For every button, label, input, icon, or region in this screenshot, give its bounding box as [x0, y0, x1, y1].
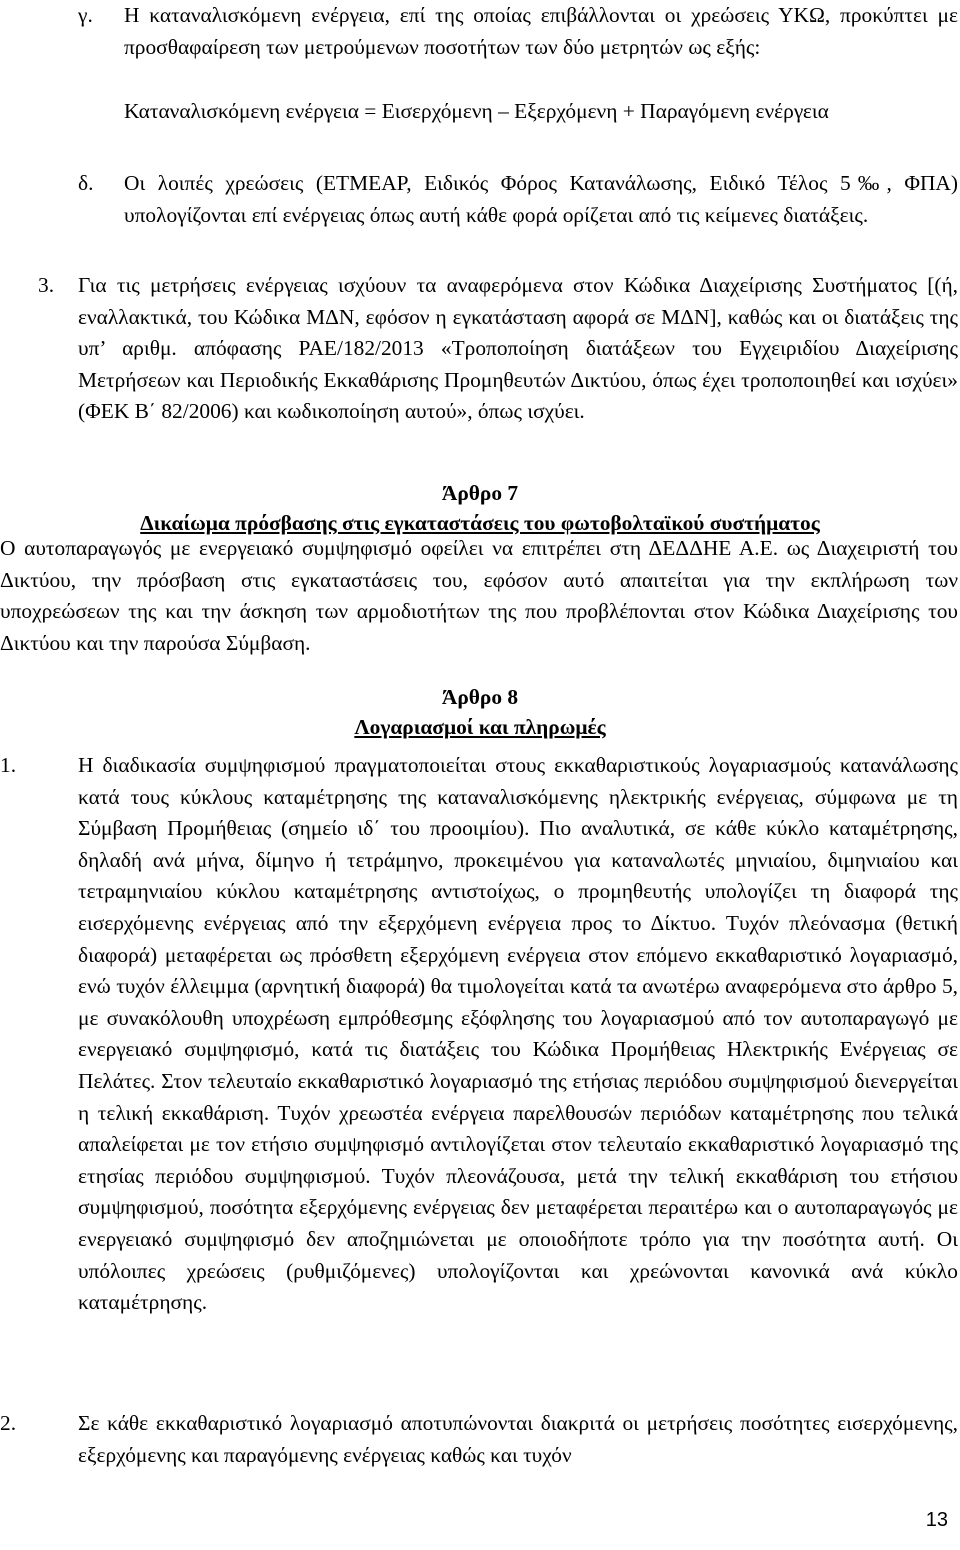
list-marker-delta: δ.: [78, 171, 94, 195]
article-7-number: Άρθρο 7: [441, 481, 519, 505]
list-marker-2: 2.: [0, 1411, 17, 1435]
article-8-number: Άρθρο 8: [441, 685, 519, 709]
item-3-text: Για τις μετρήσεις ενέργειας ισχύουν τα αναφερόμενα στον Κώδικα Διαχείρισης Συστήματος [(ή, εναλλακτικά, του Κώδικα ΜΔΝ, εφόσον η εγκατάσταση αφορά σε ΜΔΝ], καθώς και οι διατάξεις της υπ’ αριθμ. απόφασης ΡΑΕ/182/2013 «Τροποποίηση διατάξεων του Εγχειριδίου Διαχείρισης Μετρήσεων και Περιοδικής Εκκαθάρισης Προμηθευτών Δικτύου, όπως έχει τροποποιηθεί και ισχύει» (ΦΕΚ Β΄ 82/2006) και κωδικοποίηση αυτού», όπως ισχύει.: [78, 273, 958, 424]
list-marker-1: 1.: [0, 753, 17, 777]
article-8-item-1-text: Η διαδικασία συμψηφισμού πραγματοποιείται στους εκκαθαριστικούς λογαριασμούς κατανάλωσης κατά τους κύκλους καταμέτρησης της καταναλισκόμενης ηλεκτρικής ενέργειας, σύμφωνα με τη Σύμβαση Προμήθειας (σημείο ιδ΄ του προοιμίου). Πιο αναλυτικά, σε κάθε κύκλο καταμέτρησης, δηλαδή ανά μήνα, δίμηνο ή τετράμηνο, προκειμένου για καταναλωτές μηνιαίου, διμηνιαίου και τετραμηνιαίου κύκλου καταμέτρησης αντιστοίχως, ο προμηθευτής υπολογίζει τη διαφορά της εισερχόμενης ενέργειας από την εξερχόμενη ενέργεια προς το Δίκτυο. Τυχόν πλεόνασμα (θετική διαφορά) μεταφέρεται ως πρόσθετη εξερχόμενη ενέργεια στον επόμενο εκκαθαριστικό λογαριασμό, ενώ τυχόν έλλειμμα (αρνητική διαφορά) θα τιμολογείται κατά τα ανωτέρω αναφερόμενα στο άρθρο 5, με συνακόλουθη υποχρέωση εμπρόθεσμης εξόφλησης του λογαριασμού από τον αυτοπαραγωγό με ενεργειακό συμψηφισμό, κατά τις διατάξεις του Κώδικα Προμήθειας Ηλεκτρικής Ενέργειας σε Πελάτες. Στον τελευταίο εκκαθαριστικό λογαριασμό της ετήσιας περιόδου συμψηφισμού διενεργείται η τελική εκκαθάριση. Τυχόν χρεωστέα ενέργεια παρελθουσών περιόδων καταμέτρησης που τελικά απαλείφεται με τον ετήσιο συμψηφισμό αντιλογίζεται στον τελευταίο εκκαθαριστικό λογαριασμό της ετησίας περιόδου συμψηφισμού. Τυχόν πλεονάζουσα, μετά την τελική εκκαθάριση του ετήσιου συμψηφισμού, ποσότητα εξερχόμενης ενέργειας δεν μεταφέρεται περαιτέρω και ο αυτοπαραγωγός με ενεργειακό συμψηφισμό δεν αποζημιώνεται με οποιοδήποτε τρόπο για την ποσότητα αυτή. Οι υπόλοιπες χρεώσεις (ρυθμιζόμενες) υπολογίζονται και χρεώνονται κανονικά ανά κύκλο καταμέτρησης.: [78, 753, 958, 1315]
consumption-formula: Καταναλισκόμενη ενέργεια = Εισερχόμενη – Εξερχόμενη + Παραγόμενη ενέργεια: [124, 99, 829, 123]
item-delta-text: Οι λοιπές χρεώσεις (ΕΤΜΕΑΡ, Ειδικός Φόρος Κατανάλωσης, Ειδικό Τέλος 5‰, ΦΠΑ) υπολογίζονται επί ενέργειας όπως αυτή κάθε φορά ορίζεται από τις κείμενες διατάξεις.: [124, 171, 958, 227]
item-gamma-text: Η καταναλισκόμενη ενέργεια, επί της οποίας επιβάλλονται οι χρεώσεις ΥΚΩ, προκύπτει με προσθαφαίρεση των μετρούμενων ποσοτήτων των δύο μετρητών ως εξής:: [124, 3, 958, 59]
article-7-title: Δικαίωμα πρόσβασης στις εγκαταστάσεις του φωτοβολταϊκού συστήματος: [140, 511, 820, 535]
article-8-title: Λογαριασμοί και πληρωμές: [354, 715, 606, 739]
list-marker-gamma: γ.: [78, 3, 93, 27]
page-number: 13: [925, 1509, 948, 1531]
article-8-item-2-text: Σε κάθε εκκαθαριστικό λογαριασμό αποτυπώνονται διακριτά οι μετρήσεις ποσότητες εισερχόμενης, εξερχόμενης και παραγόμενης ενέργειας καθώς και τυχόν: [78, 1411, 958, 1467]
article-7-text: Ο αυτοπαραγωγός με ενεργειακό συμψηφισμό οφείλει να επιτρέπει στη ΔΕΔΔΗΕ Α.Ε. ως Διαχειριστή του Δικτύου, την πρόσβαση στις εγκαταστάσεις του, εφόσον αυτό απαιτείται για την εκπλήρωση των υποχρεώσεων της και την άσκηση των αρμοδιοτήτων της που προβλέπονται στον Κώδικα Διαχείρισης του Δικτύου και την παρούσα Σύμβαση.: [0, 536, 958, 655]
list-marker-3: 3.: [38, 273, 55, 297]
